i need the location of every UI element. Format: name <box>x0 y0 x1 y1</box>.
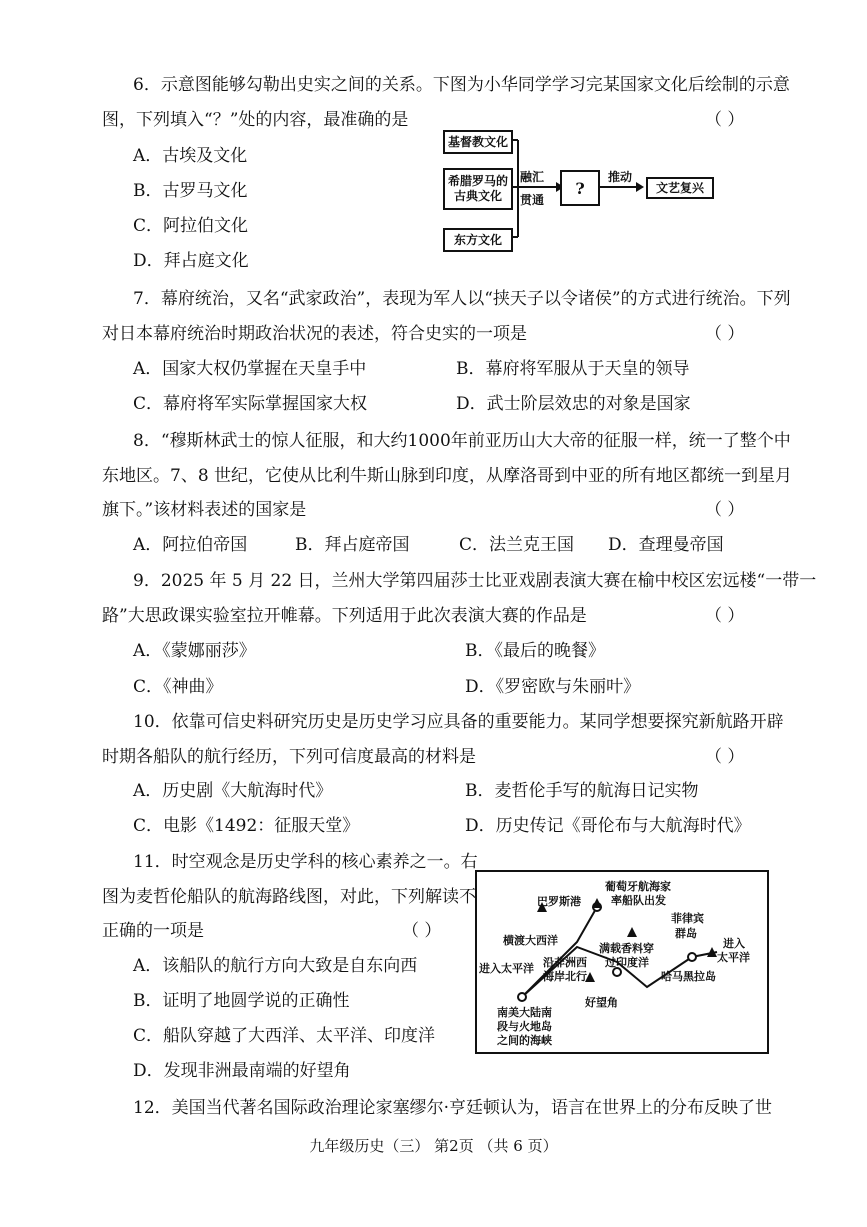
q9-option-c: C．《神曲》 <box>133 677 223 697</box>
map-label-enter-pacific-2: 太平洋 <box>717 951 750 964</box>
q7-option-d: D．武士阶层效忠的对象是国家 <box>456 394 691 414</box>
map-label-port: 巴罗斯港 <box>537 895 581 908</box>
q11-option-a: A．该船队的航行方向大致是自东向西 <box>133 956 418 976</box>
diagram-unknown-box: ? <box>560 170 600 206</box>
q9-option-b: B．《最后的晚餐》 <box>465 641 605 661</box>
q12-stem-line1: 12．美国当代著名国际政治理论家塞缪尔·亨廷顿认为，语言在世界上的分布反映了世 <box>133 1098 773 1118</box>
q11-option-b: B．证明了地圆学说的正确性 <box>133 991 350 1011</box>
q10-option-d: D．历史传记《哥伦布与大航海时代》 <box>465 816 751 836</box>
map-label-strait-1: 南美大陆南 <box>497 1006 552 1019</box>
q10-option-c: C．电影《1492：征服天堂》 <box>133 816 360 836</box>
map-label-enter-pacific-1: 进入 <box>723 937 745 950</box>
q8-answer-paren: （ ） <box>705 500 745 520</box>
q7-option-c: C．幕府将军实际掌握国家大权 <box>133 394 368 414</box>
q8-option-d: D．查理曼帝国 <box>608 535 724 555</box>
diagram-eastern-culture-box: 东方文化 <box>443 228 513 252</box>
q8-option-c: C．法兰克王国 <box>459 535 575 555</box>
q9-option-d: D．《罗密欧与朱丽叶》 <box>465 677 641 697</box>
map-label-cape-good-hope: 好望角 <box>585 996 618 1009</box>
q6-option-b: B．古罗马文化 <box>133 181 248 201</box>
q10-option-a: A．历史剧《大航海时代》 <box>133 781 333 801</box>
q8-option-a: A．阿拉伯帝国 <box>133 535 248 555</box>
q9-option-a: A．《蒙娜丽莎》 <box>133 641 256 661</box>
diagram-merge-label-1: 融汇 <box>520 170 545 184</box>
q6-option-c: C．阿拉伯文化 <box>133 216 249 236</box>
diagram-classical-line2: 古典文化 <box>453 189 502 203</box>
q9-answer-paren: （ ） <box>705 606 745 626</box>
map-label-halmahera: 哈马黑拉岛 <box>661 970 716 983</box>
q7-option-a: A．国家大权仍掌握在天皇手中 <box>133 359 367 379</box>
diagram-christian-culture-box: 基督教文化 <box>443 130 513 154</box>
map-label-indian-ocean-1: 满载香料穿 <box>599 942 654 955</box>
q11-option-d: D．发现非洲最南端的好望角 <box>133 1061 351 1081</box>
map-label-indian-ocean-2: 过印度洋 <box>605 956 649 969</box>
map-label-departure-2: 率船队出发 <box>611 894 666 907</box>
diagram-classical-line1: 希腊罗马的 <box>447 174 508 188</box>
map-label-strait-3: 之间的海峡 <box>497 1034 552 1047</box>
q7-answer-paren: （ ） <box>705 324 745 344</box>
q9-stem-line2: 路”大思政课实验室拉开帷幕。下列适用于此次表演大赛的作品是 <box>102 606 587 626</box>
map-label-africa-coast-1: 沿非洲西 <box>543 956 587 969</box>
q11-stem-line2: 图为麦哲伦船队的航海路线图，对此，下列解读不 <box>102 887 476 907</box>
page-footer: 九年级历史（三） 第2页 （共 6 页） <box>309 1137 558 1155</box>
q11-answer-paren: （ ） <box>402 921 442 941</box>
map-label-enter-pacific-west: 进入太平洋 <box>479 962 534 975</box>
q6-answer-paren: （ ） <box>705 110 745 130</box>
map-label-africa-coast-2: 海岸北行 <box>543 970 587 983</box>
magellan-route-map <box>475 870 769 1054</box>
q7-stem-line2: 对日本幕府统治时期政治状况的表述，符合史实的一项是 <box>102 324 527 344</box>
q10-stem-line1: 10．依靠可信史料研究历史是历史学习应具备的重要能力。某同学想要探究新航路开辟 <box>133 712 784 732</box>
q9-stem-line1: 9．2025 年 5 月 22 日，兰州大学第四届莎士比亚戏剧表演大赛在榆中校区宏远楼“一带一 <box>133 571 817 591</box>
q10-option-b: B．麦哲伦手写的航海日记实物 <box>465 781 699 801</box>
q11-stem-line3: 正确的一项是 <box>102 921 204 941</box>
q8-option-b: B．拜占庭帝国 <box>295 535 410 555</box>
q8-stem-line3: 旗下。”该材料表述的国家是 <box>102 500 307 520</box>
q10-stem-line2: 时期各船队的航行经历，下列可信度最高的材料是 <box>102 747 476 767</box>
q8-stem-line1: 8．“穆斯林武士的惊人征服，和大约1000年前亚历山大大帝的征服一样，统一了整个中 <box>133 431 791 451</box>
map-label-atlantic: 横渡大西洋 <box>503 934 558 947</box>
q10-answer-paren: （ ） <box>705 747 745 767</box>
q11-option-c: C．船队穿越了大西洋、太平洋、印度洋 <box>133 1026 436 1046</box>
diagram-renaissance-box: 文艺复兴 <box>646 177 714 199</box>
q7-stem-line1: 7．幕府统治，又名“武家政治”，表现为军人以“挟天子以令诸侯”的方式进行统治。下列 <box>133 289 791 309</box>
diagram-push-label: 推动 <box>608 170 633 184</box>
diagram-classical-culture-box <box>443 168 513 210</box>
q7-option-b: B．幕府将军服从于天皇的领导 <box>456 359 690 379</box>
diagram-merge-label-2: 贯通 <box>520 193 545 207</box>
q6-option-d: D．拜占庭文化 <box>133 251 249 271</box>
map-label-philippines-1: 菲律宾 <box>671 912 704 925</box>
q11-stem-line1: 11．时空观念是历史学科的核心素养之一。右 <box>133 852 478 872</box>
map-label-departure-1: 葡萄牙航海家 <box>605 880 671 893</box>
map-label-philippines-2: 群岛 <box>675 927 697 940</box>
q6-stem-line2: 图，下列填入“？”处的内容，最准确的是 <box>102 110 409 130</box>
q6-stem-line1: 6．示意图能够勾勒出史实之间的关系。下图为小华同学学习完某国家文化后绘制的示意 <box>133 75 790 95</box>
q6-option-a: A．古埃及文化 <box>133 146 248 166</box>
map-label-strait-2: 段与火地岛 <box>497 1020 552 1033</box>
q8-stem-line2: 东地区。7、8 世纪，它使从比利牛斯山脉到印度，从摩洛哥到中亚的所有地区都统一到星月 <box>102 466 793 486</box>
